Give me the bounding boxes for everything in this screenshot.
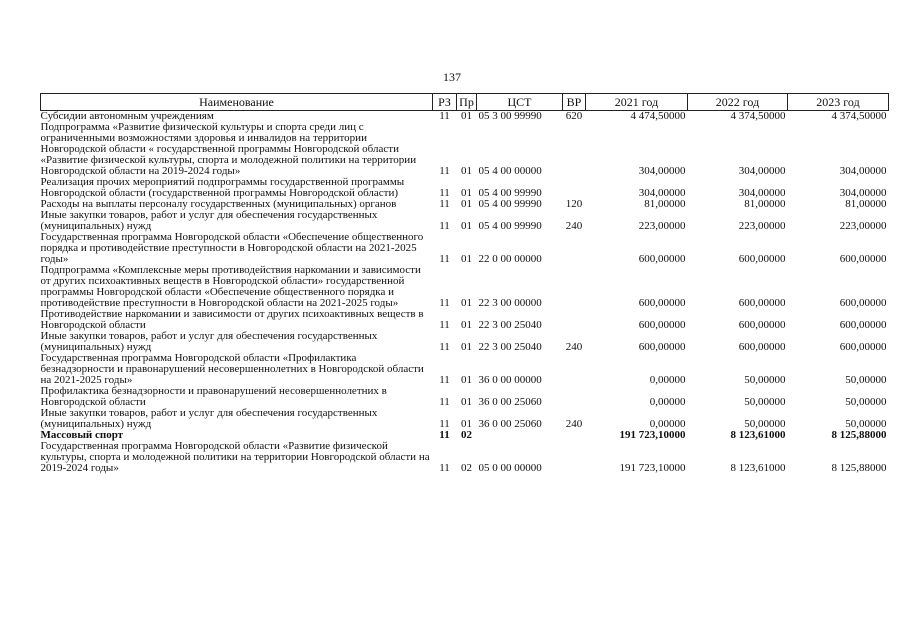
cell-name: Подпрограмма «Развитие физической культуры и спорта среди лиц с ограниченными возможностями здоровья и инвалидов на территории Новгородской области « государственной программы Новгородской области «Развитие физической культуры, спорта и молодежной политики на территории Новгородской области на 2019-2024 годы» (40, 121, 417, 177)
page-number: 137 (443, 70, 461, 84)
cell-rz: 11 (439, 187, 450, 199)
cell-cst: 36 0 00 00000 (478, 374, 542, 386)
col-header-2022: 2022 год (688, 94, 788, 111)
cell-rz: 11 (439, 198, 450, 210)
table-row (41, 210, 889, 232)
cell-name: Иные закупки товаров, работ и услуг для обеспечения государственных (муниципальных) нужд (40, 330, 378, 353)
col-header-pr: Пр (457, 94, 477, 111)
cell-vr: 240 (565, 418, 583, 430)
cell-cst: 05 4 00 99990 (478, 187, 542, 199)
budget-table (40, 93, 889, 474)
cell-2023: 8 125,88000 (831, 429, 887, 441)
table-body (41, 111, 889, 475)
cell-2021: 0,00000 (649, 374, 686, 386)
cell-rz: 11 (439, 341, 450, 353)
cell-pr: 01 (461, 220, 472, 232)
cell-vr (563, 441, 586, 474)
cell-vr (563, 430, 586, 441)
cell-2021: 600,00000 (638, 253, 686, 265)
cell-2022: 223,00000 (738, 220, 786, 232)
cell-2023: 50,00000 (845, 374, 887, 386)
cell-2023: 8 125,88000 (831, 462, 887, 474)
cell-name: Государственная программа Новгородской области «Развитие физической культуры, спорта и молодежной политики на территории Новгородской области на 2019-2024 годы» (40, 440, 430, 474)
cell-2023: 50,00000 (845, 418, 887, 430)
cell-2022: 600,00000 (738, 253, 786, 265)
cell-2022: 50,00000 (744, 418, 786, 430)
cell-rz: 11 (439, 374, 450, 386)
cell-cst: 05 4 00 99990 (478, 198, 542, 210)
cell-rz: 11 (439, 418, 450, 430)
cell-cst: 22 3 00 00000 (478, 297, 542, 309)
cell-2021: 304,00000 (638, 187, 686, 199)
cell-2022: 600,00000 (738, 297, 786, 309)
cell-cst: 05 4 00 00000 (478, 165, 542, 177)
cell-2023: 600,00000 (839, 297, 887, 309)
table-row (41, 309, 889, 331)
cell-pr: 01 (461, 341, 472, 353)
cell-name: Профилактика безнадзорности и правонарушений несовершеннолетних в Новгородской области (40, 385, 387, 408)
cell-pr: 01 (461, 110, 472, 122)
cell-rz: 11 (439, 396, 450, 408)
table-row (41, 331, 889, 353)
cell-2023: 81,00000 (845, 198, 887, 210)
cell-cst: 36 0 00 25060 (478, 418, 542, 430)
table-header-row (41, 94, 889, 111)
cell-2022: 8 123,61000 (730, 462, 786, 474)
cell-rz: 11 (439, 253, 450, 265)
cell-2022: 81,00000 (744, 198, 786, 210)
cell-2023: 304,00000 (839, 187, 887, 199)
cell-2022: 50,00000 (744, 374, 786, 386)
cell-2022: 304,00000 (738, 165, 786, 177)
table-row (41, 122, 889, 177)
cell-vr (563, 309, 586, 331)
cell-2022: 304,00000 (738, 187, 786, 199)
cell-vr: 620 (565, 110, 583, 122)
col-header-rz: РЗ (433, 94, 457, 111)
cell-pr: 01 (461, 187, 472, 199)
cell-pr: 01 (461, 319, 472, 331)
cell-2022: 8 123,61000 (730, 429, 786, 441)
table-row (41, 408, 889, 430)
col-header-vr: ВР (563, 94, 586, 111)
cell-rz: 11 (439, 297, 450, 309)
cell-name: Государственная программа Новгородской области «Обеспечение общественного порядка и противодействие преступности в Новгородской области на 2021-2025 годы» (40, 231, 424, 265)
cell-cst: 36 0 00 25060 (478, 396, 542, 408)
cell-pr: 02 (461, 429, 472, 441)
cell-2022: 600,00000 (738, 319, 786, 331)
cell-2021: 0,00000 (649, 396, 686, 408)
cell-2021: 304,00000 (638, 165, 686, 177)
cell-cst: 22 3 00 25040 (478, 341, 542, 353)
cell-vr (563, 232, 586, 265)
col-header-2023: 2023 год (788, 94, 889, 111)
cell-rz: 11 (439, 165, 450, 177)
cell-2023: 304,00000 (839, 165, 887, 177)
cell-2022: 4 374,50000 (730, 110, 786, 122)
cell-vr (563, 353, 586, 386)
cell-vr (563, 177, 586, 199)
cell-2023: 223,00000 (839, 220, 887, 232)
cell-pr: 02 (461, 462, 472, 474)
cell-pr: 01 (461, 297, 472, 309)
table-row (41, 265, 889, 309)
cell-cst: 05 3 00 99990 (478, 110, 542, 122)
cell-rz: 11 (439, 319, 450, 331)
cell-cst: 22 0 00 00000 (478, 253, 542, 265)
cell-2023: 600,00000 (839, 319, 887, 331)
cell-name: Массовый спорт (40, 429, 124, 441)
cell-vr: 120 (565, 198, 583, 210)
cell-cst (477, 430, 563, 441)
cell-2021: 81,00000 (644, 198, 686, 210)
cell-pr: 01 (461, 253, 472, 265)
cell-vr: 240 (565, 341, 583, 353)
cell-name: Государственная программа Новгородской области «Профилактика безнадзорности и правонарушений несовершеннолетних в Новгородской области на 2021-2025 годы» (40, 352, 424, 386)
col-header-name: Наименование (41, 94, 433, 111)
cell-name: Субсидии автономным учреждениям (40, 110, 214, 122)
cell-2023: 50,00000 (845, 396, 887, 408)
cell-2022: 50,00000 (744, 396, 786, 408)
cell-rz: 11 (439, 220, 450, 232)
cell-2021: 600,00000 (638, 341, 686, 353)
cell-2021: 0,00000 (649, 418, 686, 430)
cell-cst: 05 0 00 00000 (478, 462, 542, 474)
cell-2022: 600,00000 (738, 341, 786, 353)
cell-pr: 01 (461, 198, 472, 210)
cell-2023: 600,00000 (839, 341, 887, 353)
cell-pr: 01 (461, 165, 472, 177)
cell-2021: 600,00000 (638, 319, 686, 331)
col-header-cst: ЦСТ (477, 94, 563, 111)
cell-2021: 191 723,10000 (619, 429, 686, 441)
table-row (41, 386, 889, 408)
cell-pr: 01 (461, 396, 472, 408)
cell-pr: 01 (461, 418, 472, 430)
cell-vr: 240 (565, 220, 583, 232)
cell-vr (563, 122, 586, 177)
cell-name: Расходы на выплаты персоналу государственных (муниципальных) органов (40, 198, 397, 210)
cell-2021: 600,00000 (638, 297, 686, 309)
cell-name: Реализация прочих мероприятий подпрограммы государственной программы Новгородской области (государственной программы Новгородской области) (40, 176, 405, 199)
cell-rz: 11 (439, 110, 450, 122)
cell-2023: 4 374,50000 (831, 110, 887, 122)
col-header-2021: 2021 год (586, 94, 688, 111)
table-row (41, 353, 889, 386)
cell-cst: 05 4 00 99990 (478, 220, 542, 232)
cell-2021: 4 474,50000 (630, 110, 686, 122)
cell-vr (563, 265, 586, 309)
table-row (41, 177, 889, 199)
cell-vr (563, 386, 586, 408)
cell-name: Иные закупки товаров, работ и услуг для обеспечения государственных (муниципальных) нужд (40, 407, 378, 430)
cell-2023: 600,00000 (839, 253, 887, 265)
cell-2021: 191 723,10000 (619, 462, 686, 474)
table-row (41, 232, 889, 265)
cell-cst: 22 3 00 25040 (478, 319, 542, 331)
cell-name: Подпрограмма «Комплексные меры противодействия наркомании и зависимости от других психоактивных веществ в Новгородской области» государственной программы Новгородской области «Обеспечение общественного порядка и противодействие преступности в Новгородской области на 2021-2025 годы» (40, 264, 421, 309)
cell-rz: 11 (439, 462, 450, 474)
cell-2021: 223,00000 (638, 220, 686, 232)
cell-pr: 01 (461, 374, 472, 386)
cell-rz: 11 (439, 429, 450, 441)
cell-name: Иные закупки товаров, работ и услуг для обеспечения государственных (муниципальных) нужд (40, 209, 378, 232)
cell-name: Противодействие наркомании и зависимости от других психоактивных веществ в Новгородской области (40, 308, 424, 331)
table-row (41, 441, 889, 474)
